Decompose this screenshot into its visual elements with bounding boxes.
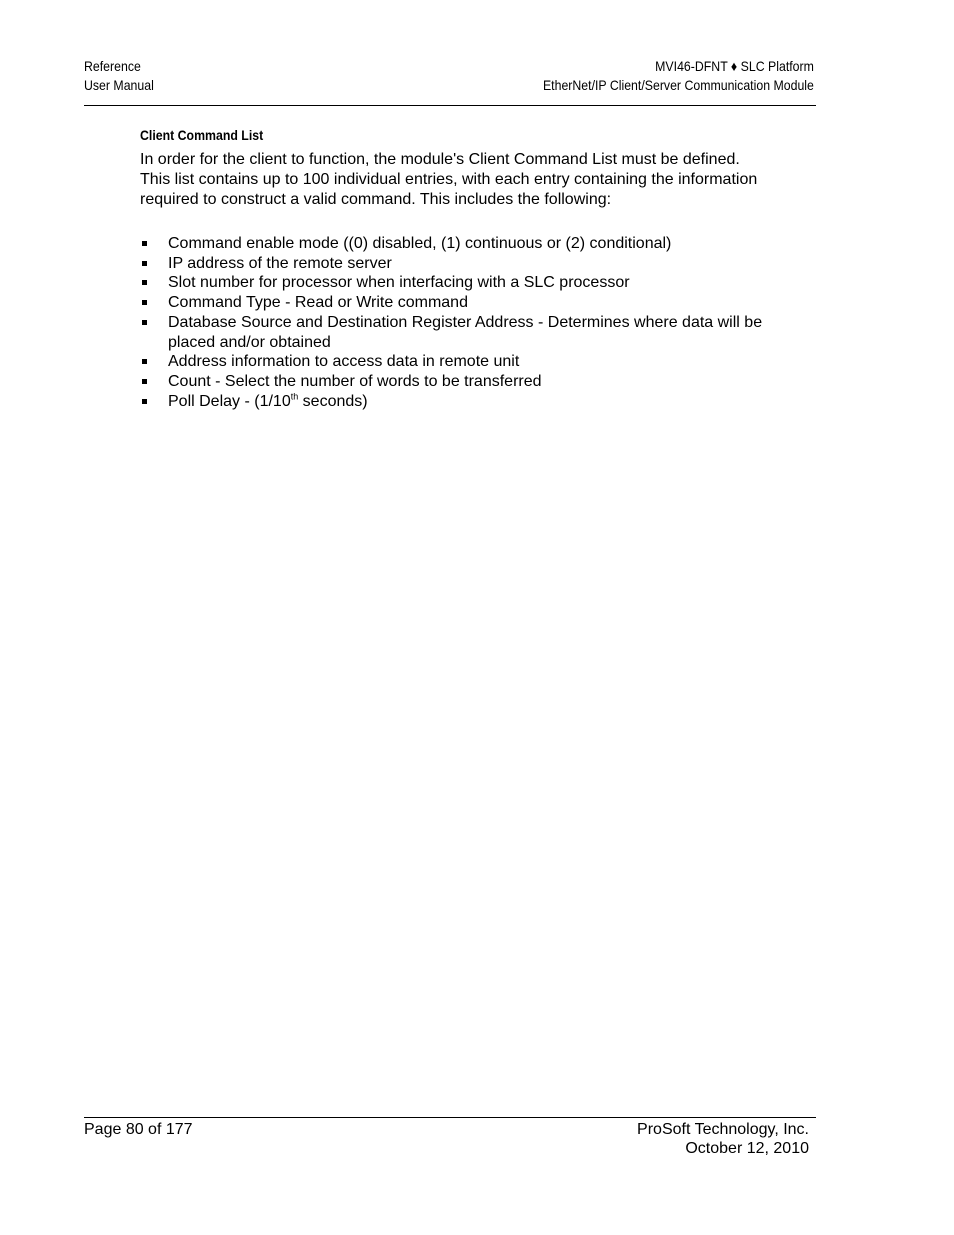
list-item-text: Command Type - Read or Write command [168,294,468,312]
page-number: Page 80 of 177 [84,1121,193,1138]
list-item [140,273,770,293]
list-item-text: IP address of the remote server [168,254,392,272]
header-left [84,57,154,95]
list-item [140,352,770,372]
list-item [140,313,770,352]
poll-delay-prefix: Poll Delay - (1/10 [168,392,291,410]
bullet-icon [142,241,147,246]
bullet-icon [142,280,147,285]
list-item [140,293,770,313]
header-module: EtherNet/IP Client/Server Communication Module [543,77,814,93]
list-item [140,254,770,274]
list-item-text: Slot number for processor when interfacing with a SLC processor [168,274,630,292]
list-item [140,372,770,392]
intro-paragraph: In order for the client to function, the module's Client Command List must be defined. This list contains up to 100 individual entries, with each entry containing the information required to construct a valid command. This includes the following: [140,151,758,208]
list-item-text: Database Source and Destination Register Address - Determines where data will be placed and/or obtained [168,313,763,351]
footer-company: ProSoft Technology, Inc. [637,1121,809,1138]
bullet-icon [142,379,147,384]
list-item-text: Command enable mode ((0) disabled, (1) continuous or (2) conditional) [168,235,672,252]
bullet-icon [142,320,147,325]
footer-right [637,1120,809,1158]
footer-date: October 12, 2010 [685,1140,809,1157]
list-item [140,392,770,412]
bullet-icon [142,359,147,364]
header-doc-type: User Manual [84,77,154,93]
list-item [140,234,770,254]
header-section: Reference [84,58,141,74]
list-item-text: Address information to access data in remote unit [168,353,520,371]
command-field-list [140,234,770,411]
header-product: MVI46-DFNT ♦ SLC Platform [655,58,814,74]
bullet-icon [142,261,147,266]
poll-delay-suffix: seconds) [298,392,368,410]
footer-divider [84,1117,816,1118]
section-heading: Client Command List [140,127,264,143]
bullet-icon [142,399,147,404]
bullet-icon [142,300,147,305]
header-divider [84,105,816,106]
poll-delay-superscript: th [290,391,299,402]
list-item-text: Count - Select the number of words to be transferred [168,372,542,390]
header-right [543,57,814,95]
